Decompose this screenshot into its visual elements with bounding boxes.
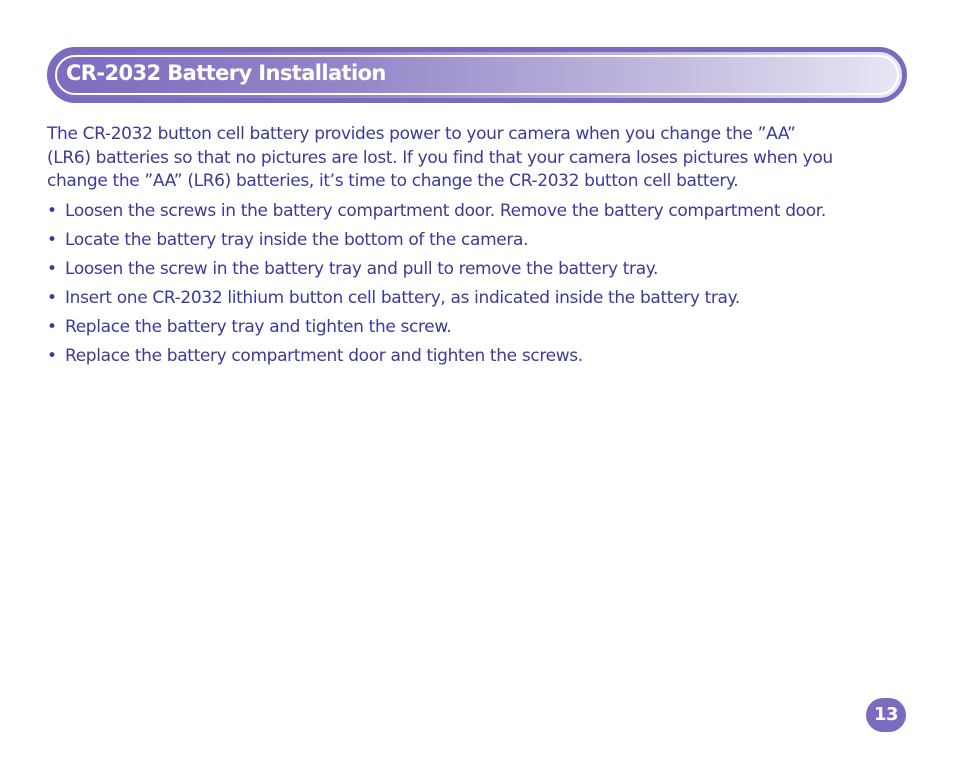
instruction-step <box>47 316 907 345</box>
bullet-icon: • <box>47 201 57 221</box>
intro-paragraph <box>47 123 897 194</box>
bullet-icon: • <box>47 288 57 308</box>
instruction-steps-list <box>47 200 907 374</box>
instruction-step <box>47 200 907 229</box>
instruction-step <box>47 287 907 316</box>
bullet-icon: • <box>47 230 57 250</box>
instruction-step-text: Loosen the screws in the battery compartment door. Remove the battery compartment door. <box>65 201 826 221</box>
section-title-bar <box>47 47 907 103</box>
bullet-icon: • <box>47 259 57 279</box>
instruction-step <box>47 345 907 374</box>
page-number-badge: 13 <box>866 698 906 732</box>
intro-line: change the ”AA” (LR6) batteries, it’s time to change the CR-2032 button cell battery. <box>47 171 739 191</box>
instruction-step <box>47 229 907 258</box>
intro-line: The CR-2032 button cell battery provides power to your camera when you change the ”AA” <box>47 124 796 144</box>
instruction-step-text: Loosen the screw in the battery tray and pull to remove the battery tray. <box>65 259 659 279</box>
instruction-step-text: Replace the battery tray and tighten the screw. <box>65 317 452 337</box>
instruction-step-text: Locate the battery tray inside the bottom of the camera. <box>65 230 529 250</box>
section-title: CR-2032 Battery Installation <box>66 61 386 85</box>
instruction-step-text: Insert one CR-2032 lithium button cell battery, as indicated inside the battery tray. <box>65 288 740 308</box>
instruction-step-text: Replace the battery compartment door and tighten the screws. <box>65 346 583 366</box>
bullet-icon: • <box>47 346 57 366</box>
intro-line: (LR6) batteries so that no pictures are lost. If you find that your camera loses pictures when you <box>47 147 833 168</box>
bullet-icon: • <box>47 317 57 337</box>
instruction-step <box>47 258 907 287</box>
